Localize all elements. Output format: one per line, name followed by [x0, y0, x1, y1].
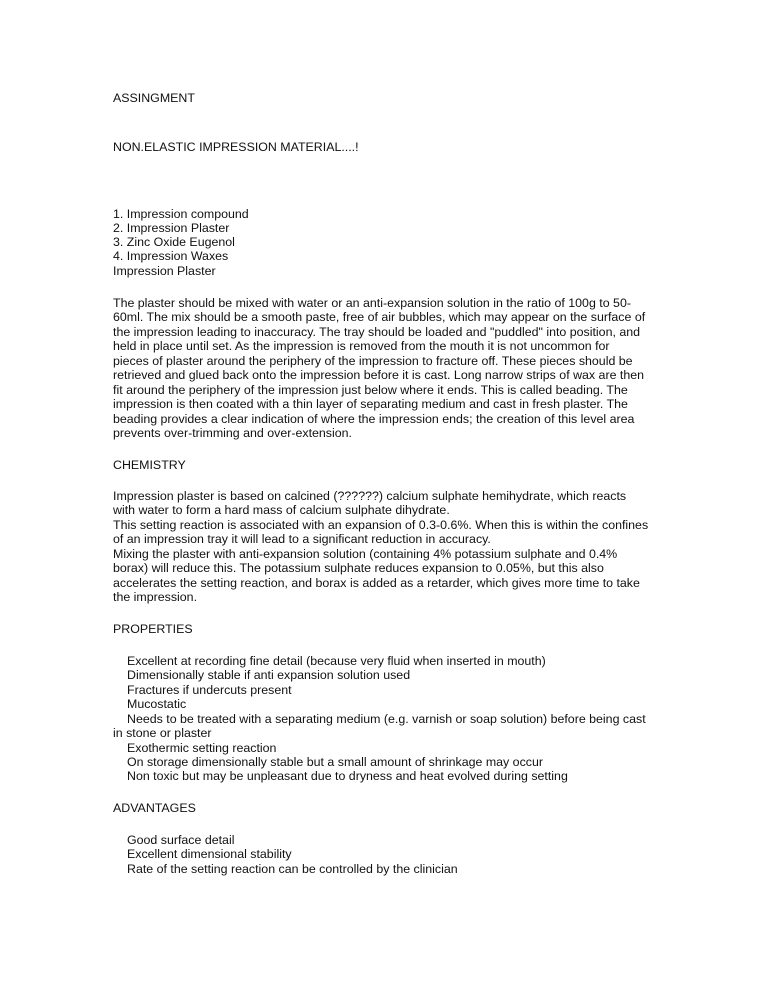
list-item: Exothermic setting reaction: [127, 741, 277, 755]
list-item: Rate of the setting reaction can be controlled by the clinician: [127, 862, 458, 876]
list-item: Needs to be treated with a separating medium (e.g. varnish or soap solution) before being cast: [127, 712, 646, 726]
paragraph-line: of an impression tray it will lead to a significant reduction in accuracy.: [113, 532, 491, 546]
document-subheading: NON.ELASTIC IMPRESSION MATERIAL....!: [113, 140, 359, 154]
list-item: Fractures if undercuts present: [127, 683, 292, 697]
paragraph-line: The plaster should be mixed with water or an anti-expansion solution in the ratio of 100g to 50-: [113, 296, 631, 310]
chemistry-title: CHEMISTRY: [113, 458, 186, 472]
paragraph-line: prevents over-trimming and over-extension.: [113, 426, 352, 440]
section-title: Impression Plaster: [113, 264, 216, 278]
paragraph-line: borax) will reduce this. The potassium sulphate reduces expansion to 0.05%, but this also: [113, 561, 604, 575]
list-item: Excellent dimensional stability: [127, 847, 292, 861]
list-item: Good surface detail: [127, 833, 235, 847]
list-item: Excellent at recording fine detail (because very fluid when inserted in mouth): [127, 654, 546, 668]
paragraph-line: retrieved and glued back onto the impression before it is cast. Long narrow strips of wax are then: [113, 368, 645, 382]
paragraph-line: beading provides a clear indication of where the impression ends; the creation of this level area: [113, 412, 635, 426]
list-item: 1. Impression compound: [113, 207, 249, 221]
advantages-title: ADVANTAGES: [113, 801, 196, 815]
list-item-continuation: in stone or plaster: [113, 726, 212, 740]
paragraph-line: Impression plaster is based on calcined (??????) calcium sulphate hemihydrate, which reacts: [113, 489, 627, 503]
list-item: 4. Impression Waxes: [113, 249, 229, 263]
list-item: Non toxic but may be unpleasant due to dryness and heat evolved during setting: [127, 769, 568, 783]
paragraph-line: pieces of plaster around the periphery of the impression to fracture off. These pieces should be: [113, 354, 633, 368]
paragraph-line: the impression.: [113, 590, 198, 604]
paragraph-line: impression is then coated with a thin layer of separating medium and cast in fresh plaster. The: [113, 397, 628, 411]
list-item: Mucostatic: [127, 697, 187, 711]
paragraph-line: This setting reaction is associated with an expansion of 0.3-0.6%. When this is within the confines: [113, 518, 649, 532]
paragraph-line: the impression leading to inaccuracy. The tray should be loaded and "puddled" into position, and: [113, 325, 641, 339]
paragraph-line: accelerates the setting reaction, and borax is added as a retarder, which gives more time to take: [113, 576, 640, 590]
document-heading: ASSINGMENT: [113, 91, 195, 105]
paragraph-line: Mixing the plaster with anti-expansion solution (containing 4% potassium sulphate and 0.4%: [113, 547, 618, 561]
list-item: Dimensionally stable if anti expansion solution used: [127, 668, 411, 682]
list-item: On storage dimensionally stable but a small amount of shrinkage may occur: [127, 755, 543, 769]
list-item: 2. Impression Plaster: [113, 221, 230, 235]
paragraph-line: with water to form a hard mass of calcium sulphate dihydrate.: [113, 503, 450, 517]
list-item: 3. Zinc Oxide Eugenol: [113, 235, 235, 249]
paragraph-line: held in place until set. As the impression is removed from the mouth it is not uncommon for: [113, 339, 610, 353]
paragraph-line: fit around the periphery of the impression just below where it ends. This is called beading. The: [113, 383, 628, 397]
properties-title: PROPERTIES: [113, 622, 193, 636]
paragraph-line: 60ml. The mix should be a smooth paste, free of air bubbles, which may appear on the surface of: [113, 310, 646, 324]
